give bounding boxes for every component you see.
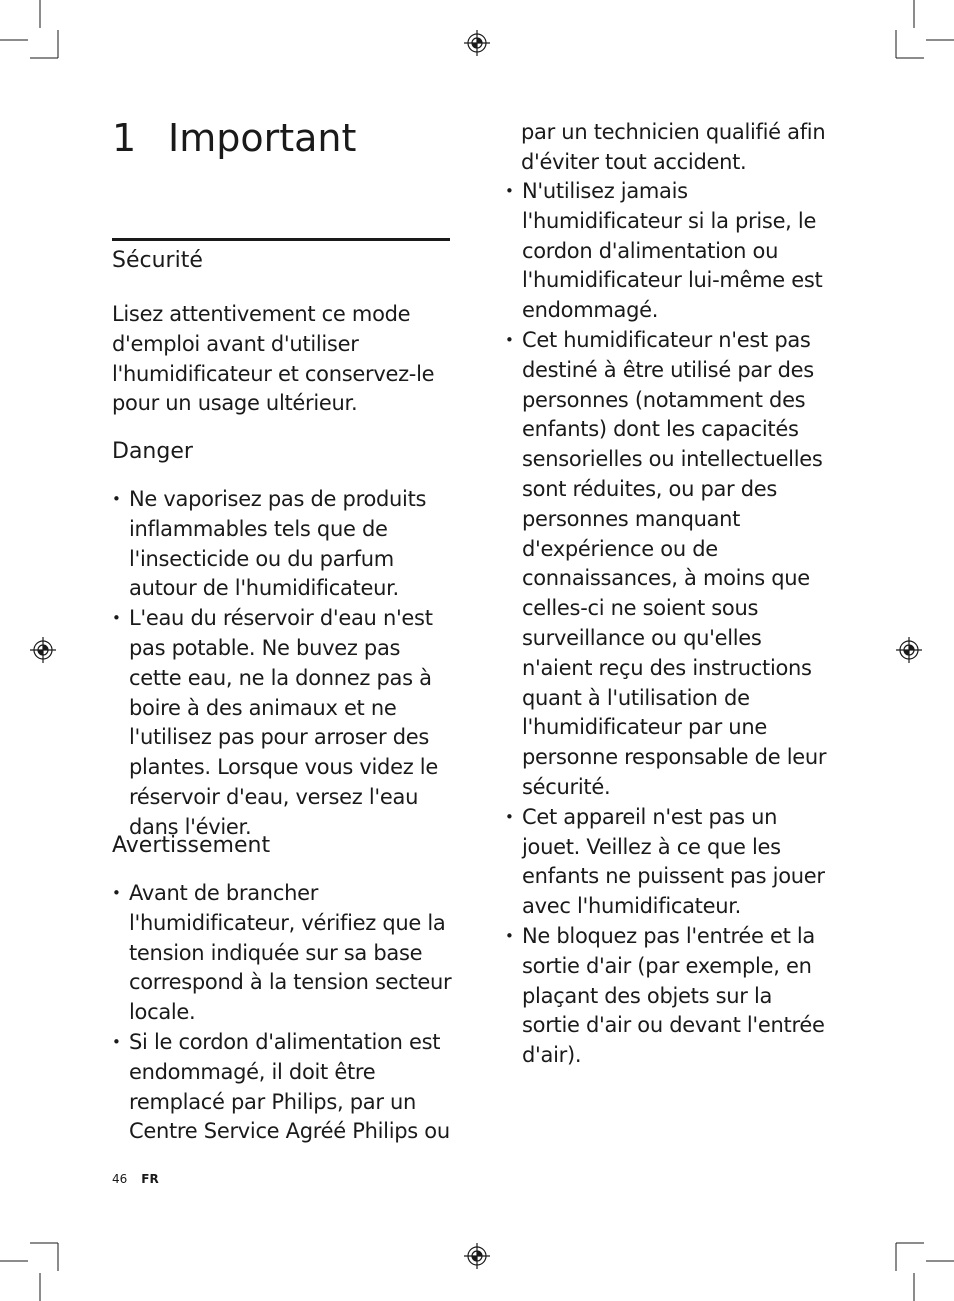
bullet: •	[505, 182, 514, 200]
list-continuation: par un technicien qualifié afin d'éviter tout accident.	[521, 120, 826, 174]
registration-mark-left	[30, 637, 56, 663]
danger-list	[112, 485, 457, 843]
warning-heading: Avertissement	[112, 833, 271, 858]
warning-list-continued	[505, 177, 835, 1071]
list-item	[505, 177, 835, 326]
list-item	[505, 803, 835, 922]
intro-paragraph: Lisez attentivement ce mode d'emploi avant d'utiliser l'humidificateur et conservez-le pour un usage ultérieur.	[112, 302, 435, 416]
bullet: •	[112, 609, 121, 628]
list-item	[505, 326, 835, 803]
registration-mark-right	[896, 637, 922, 663]
list-item	[112, 485, 457, 604]
list-item-text: L'eau du réservoir d'eau n'est pas potable. Ne buvez pas cette eau, ne la donnez pas à boire à des animaux et ne l'utilisez pas pour arroser des plantes. Lorsque vous videz le réservoir d'eau, versez l'eau dans l'évier.	[129, 606, 438, 839]
list-item-text: Cet appareil n'est pas un jouet. Veillez à ce que les enfants ne puissent pas jouer avec l'humidificateur.	[522, 804, 825, 919]
list-item-text: Ne vaporisez pas de produits inflammables tels que de l'insecticide ou du parfum autour de l'humidificateur.	[129, 487, 427, 601]
list-item	[112, 604, 457, 842]
section-rule	[112, 238, 450, 241]
list-item	[112, 1028, 457, 1147]
list-item-text: N'utilisez jamais l'humidificateur si la prise, le cordon d'alimentation ou l'humidificateur lui-même est endommagé.	[522, 179, 823, 323]
bullet: •	[112, 1032, 121, 1051]
danger-heading: Danger	[112, 439, 193, 464]
list-item-text: Cet humidificateur n'est pas destiné à être utilisé par des personnes (notamment des enfants) dont les capacités sensorielles ou intellectuelles sont réduites, ou par des personnes manquant d'expérience ou de connaissances, à moins que celles-ci ne soient sous surveillance ou qu'elles n'aient reçu des instructions quant à l'utilisation de l'humidificateur par une personne responsable de leur sécurité.	[522, 327, 827, 799]
registration-mark-bottom	[464, 1243, 490, 1269]
page-footer	[112, 1170, 159, 1188]
list-item-text: Ne bloquez pas l'entrée et la sortie d'air (par exemple, en plaçant des objets sur la sortie d'air ou devant l'entrée d'air).	[522, 923, 825, 1068]
bullet: •	[112, 884, 121, 902]
chapter-number: 1	[112, 116, 137, 160]
section-title: Sécurité	[112, 248, 203, 273]
chapter-title: Important	[168, 116, 357, 160]
warning-list	[112, 879, 457, 1147]
list-item-text: Si le cordon d'alimentation est endommagé, il doit être remplacé par Philips, par un Centre Service Agréé Philips ou	[129, 1029, 450, 1144]
bullet: •	[505, 926, 514, 945]
page-number: 46	[112, 1172, 128, 1186]
bullet: •	[505, 330, 514, 349]
chapter-heading	[112, 113, 356, 163]
list-item	[112, 879, 457, 1028]
language-code: FR	[141, 1172, 159, 1186]
list-item-text: Avant de brancher l'humidificateur, vérifiez que la tension indiquée sur sa base correspond à la tension secteur locale.	[129, 881, 452, 1025]
list-item	[505, 922, 835, 1071]
bullet: •	[505, 807, 514, 826]
bullet: •	[112, 490, 121, 508]
registration-mark-top	[464, 30, 490, 56]
